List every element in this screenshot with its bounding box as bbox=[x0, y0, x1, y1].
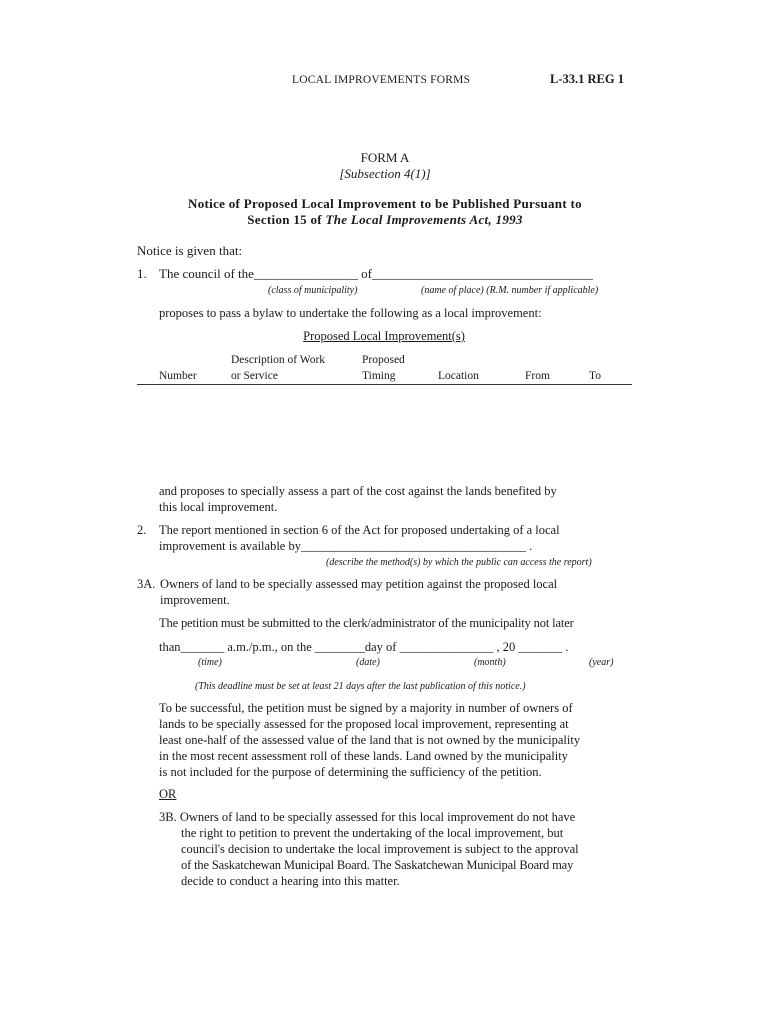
success-line2: lands to be specially assessed for the proposed local improvement, representing at bbox=[159, 717, 569, 731]
than-line: than_______ a.m./p.m., on the ________day of _______________ , 20 _______ . bbox=[159, 640, 569, 654]
item1-text: The council of the________________ of__________________________________ bbox=[159, 266, 594, 281]
caption-time: (time) bbox=[198, 657, 222, 668]
item2-line1: The report mentioned in section 6 of the Act for proposed undertaking of a local bbox=[159, 523, 560, 537]
item2-number: 2. bbox=[137, 523, 147, 537]
col-from: From bbox=[525, 370, 550, 382]
notice-heading-line1: Notice of Proposed Local Improvement to be Published Pursuant to bbox=[188, 196, 582, 211]
item3b-line5: decide to conduct a hearing into this matter. bbox=[181, 874, 400, 888]
petition-clerk-text: The petition must be submitted to the clerk/administrator of the municipality not later bbox=[159, 616, 574, 630]
assess-line2: this local improvement. bbox=[159, 500, 278, 514]
table-title: Proposed Local Improvement(s) bbox=[303, 329, 465, 343]
proposes-bylaw-text: proposes to pass a bylaw to undertake the following as a local improvement: bbox=[159, 306, 542, 320]
item3a-line2: improvement. bbox=[160, 593, 230, 607]
caption-date: (date) bbox=[356, 657, 380, 668]
item3b-line4: of the Saskatchewan Municipal Board. The Saskatchewan Municipal Board may bbox=[181, 858, 574, 872]
item2-line2: improvement is available by____________________________________ . bbox=[159, 539, 533, 553]
success-line1: To be successful, the petition must be signed by a majority in number of owners of bbox=[159, 701, 573, 715]
assess-line1: and proposes to specially assess a part of the cost against the lands benefited by bbox=[159, 484, 557, 498]
col-to: To bbox=[589, 370, 601, 382]
item1-number: 1. bbox=[137, 266, 147, 281]
notice-heading-line2 bbox=[247, 212, 522, 228]
or-separator: OR bbox=[159, 787, 177, 801]
item3b-line1: 3B. Owners of land to be specially assessed for this local improvement do not have bbox=[159, 810, 576, 824]
success-line4: in the most recent assessment roll of these lands. Land owned by the municipality bbox=[159, 749, 568, 763]
act-title: The Local Improvements Act, 1993 bbox=[325, 212, 523, 227]
caption-class-of-municipality: (class of municipality) bbox=[268, 285, 358, 296]
col-number: Number bbox=[159, 370, 197, 382]
form-subsection: [Subsection 4(1)] bbox=[339, 166, 431, 181]
table-header-rule bbox=[137, 384, 632, 385]
caption-year: (year) bbox=[589, 657, 614, 668]
col-location: Location bbox=[438, 370, 479, 382]
caption-report-method: (describe the method(s) by which the public can access the report) bbox=[326, 557, 592, 568]
col-timing-line1: Proposed bbox=[362, 354, 405, 366]
success-line3: least one-half of the assessed value of the land that is not owned by the municipality bbox=[159, 733, 581, 747]
notice-given: Notice is given that: bbox=[137, 243, 243, 258]
item3b-line3: council's decision to undertake the local improvement is subject to the approval bbox=[181, 842, 579, 856]
col-description-line2: or Service bbox=[231, 370, 278, 382]
caption-name-of-place: (name of place) (R.M. number if applicable) bbox=[421, 285, 599, 296]
notice-heading-prefix: Section 15 of bbox=[247, 212, 326, 227]
item3b-line2: the right to petition to prevent the undertaking of the local improvement, but bbox=[181, 826, 564, 840]
item3a-line1: Owners of land to be specially assessed may petition against the proposed local bbox=[160, 577, 558, 591]
col-timing-line2: Timing bbox=[362, 370, 396, 382]
form-name: FORM A bbox=[360, 150, 410, 165]
success-line5: is not included for the purpose of determining the sufficiency of the petition. bbox=[159, 765, 542, 779]
deadline-note: (This deadline must be set at least 21 days after the last publication of this notice.) bbox=[195, 681, 526, 692]
running-header-title: LOCAL IMPROVEMENTS FORMS bbox=[292, 74, 471, 86]
col-description-line1: Description of Work bbox=[231, 354, 326, 366]
caption-month: (month) bbox=[474, 657, 506, 668]
regulation-number: L-33.1 REG 1 bbox=[550, 72, 624, 86]
item3a-number: 3A. bbox=[137, 577, 156, 591]
